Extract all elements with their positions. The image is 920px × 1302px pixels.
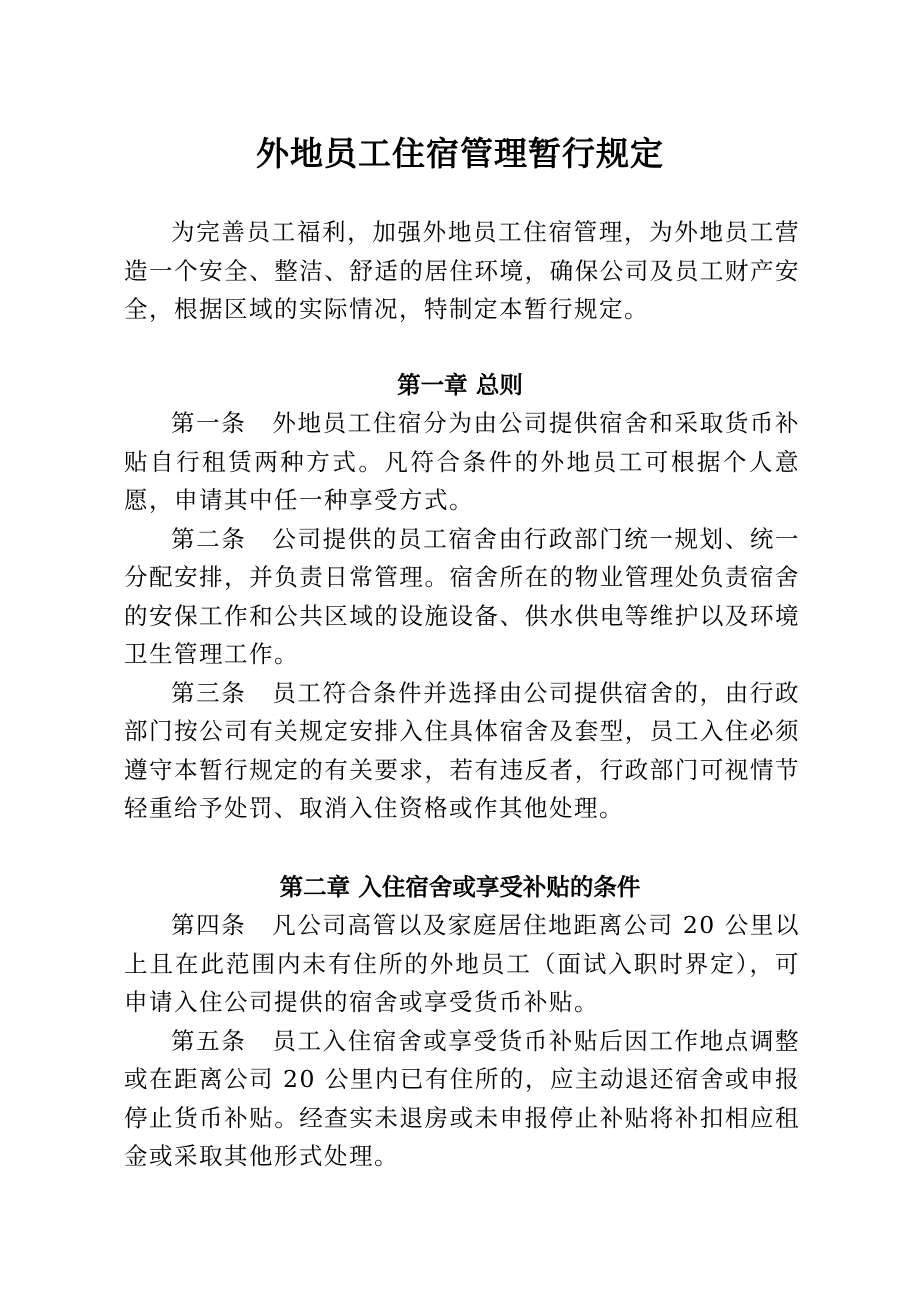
- article-label: 第四条: [171, 911, 247, 939]
- chapter-1-body: [124, 404, 800, 828]
- article-text: 员工入住宿舍或享受货币补贴后因工作地点调整或在距离公司 20 公里内已有住所的，应主动退还宿舍或申报停止货币补贴。经查实未退房或未申报停止补贴将补扣相应租金或采取其他形式处理。: [124, 1026, 801, 1170]
- article-1: [124, 404, 800, 520]
- document-title: 外地员工住宿管理暂行规定: [256, 134, 664, 173]
- article-label: 第一条: [171, 409, 247, 437]
- article-label: 第二条: [171, 524, 247, 553]
- chapter-1-heading: 第一章 总则: [397, 371, 523, 399]
- chapter-2-body: [124, 906, 800, 1176]
- article-label: 第三条: [171, 678, 247, 707]
- article-text: 公司提供的员工宿舍由行政部门统一规划、统一分配安排，并负责日常管理。宿舍所在的物业管理处负责宿舍的安保工作和公共区域的设施设备、供水供电等维护以及环境卫生管理工作。: [124, 524, 801, 668]
- article-text: 员工符合条件并选择由公司提供宿舍的，由行政部门按公司有关规定安排入住具体宿舍及套型，员工入住必须遵守本暂行规定的有关要求，若有违反者，行政部门可视情节轻重给予处罚、取消入住资格或作其他处理。: [124, 678, 801, 822]
- article-text: 外地员工住宿分为由公司提供宿舍和采取货币补贴自行租赁两种方式。凡符合条件的外地员工可根据个人意愿，申请其中任一种享受方式。: [124, 409, 801, 514]
- article-3: [124, 674, 800, 828]
- article-label: 第五条: [171, 1026, 247, 1055]
- chapter-2-heading: 第二章 入住宿舍或享受补贴的条件: [279, 873, 641, 901]
- article-5: [124, 1022, 800, 1176]
- article-text: 凡公司高管以及家庭居住地距离公司 20 公里以上且在此范围内未有住所的外地员工（面试入职时界定），可申请入住公司提供的宿舍或享受货币补贴。: [124, 911, 800, 1016]
- intro-paragraph: 为完善员工福利，加强外地员工住宿管理，为外地员工营造一个安全、整洁、舒适的居住环境，确保公司及员工财产安全，根据区域的实际情况，特制定本暂行规定。: [124, 218, 800, 323]
- article-2: [124, 520, 800, 674]
- article-4: [124, 906, 800, 1022]
